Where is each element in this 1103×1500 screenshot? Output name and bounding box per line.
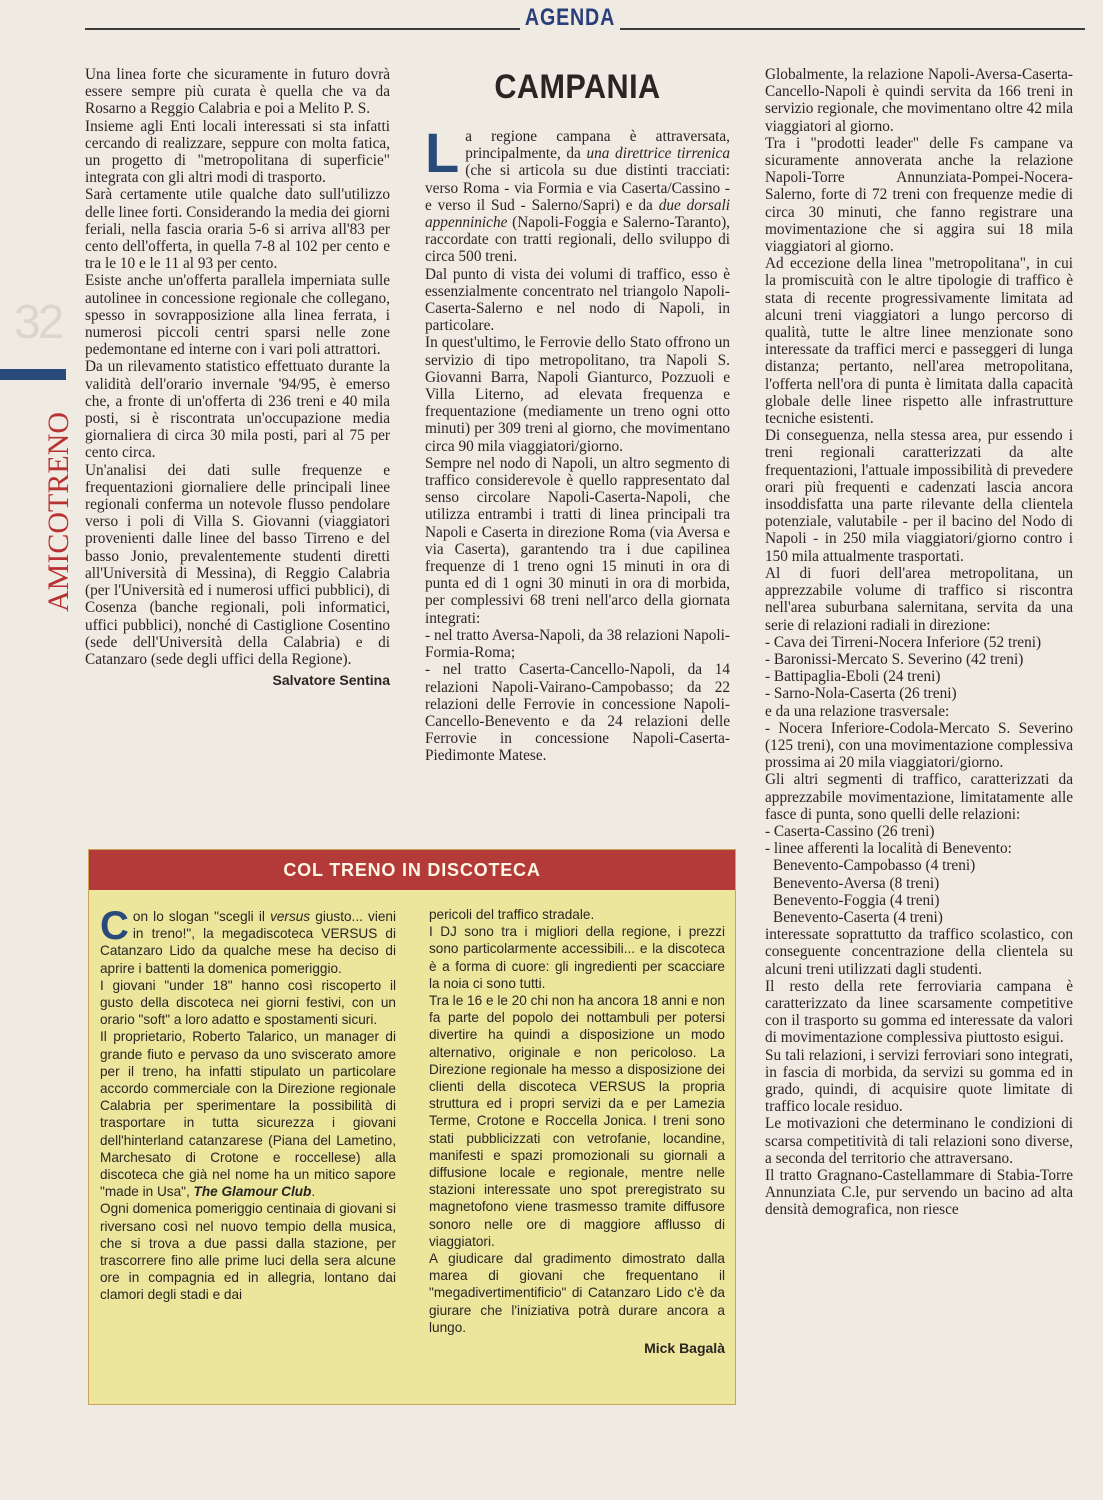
lead-italic: due dorsali appenniniche — [425, 196, 730, 232]
magazine-name: AMICOTRENO — [42, 412, 75, 612]
paragraph: interessate soprattutto da traffico scolastico, con conseguente concentrazione della clientela su alcuni treni utilizzati dagli studenti. — [765, 926, 1073, 978]
list-item: Benevento-Aversa (8 treni) — [773, 874, 940, 892]
list-item: - Battipaglia-Eboli (24 treni) — [765, 668, 941, 686]
list-item: Benevento-Caserta (4 treni) — [773, 908, 943, 926]
paragraph: I giovani "under 18" hanno così riscoperto il gusto della discoteca nei giorni festivi, con un orario "soft" a loro adatto e spostamenti sicuri. — [100, 977, 396, 1028]
paragraph: - nel tratto Caserta-Cancello-Napoli, da 14 relazioni Napoli-Vairano-Campobasso; da 22 relazioni delle Ferrovie in concessione Napoli-Cancello-Benevento e da 24 relazioni delle Ferrovie in concessione Napoli-Caserta-Piedimonte Matese. — [425, 661, 730, 765]
author-signature: Salvatore Sentina — [272, 672, 390, 689]
paragraph: Globalmente, la relazione Napoli-Aversa-Caserta-Cancello-Napoli è quindi servita da 166 treni in servizio regionale, che movimentano oltre 42 mila viaggiatori al giorno. — [765, 66, 1073, 135]
paragraph: Di conseguenza, nella stessa area, pur essendo i treni regionali caratterizzati da alte frequentazioni, l'attuale impossibilità di prevedere orari più frequenti e cadenzati lascia ancora insoddisfatta una parte rilevante della clientela potenziale, valutabile - per il bacino del Nodo di Napoli - in 250 mila viaggiatori/giorno contro i 150 mila attualmente trasportati. — [765, 427, 1073, 565]
list-item: Benevento-Foggia (4 treni) — [773, 891, 940, 909]
paragraph: Le motivazioni che determinano le condizioni di scarsa competitività di tali relazioni sono diverse, a seconda del territorio che attraversano. — [765, 1115, 1073, 1167]
list-item: - Caserta-Cassino (26 treni) — [765, 822, 935, 840]
dropcap: L — [425, 121, 460, 184]
paragraph — [100, 1028, 396, 1200]
section-label: AGENDA — [520, 4, 620, 32]
paragraph: pericoli del traffico stradale. — [429, 907, 595, 922]
paragraph: Tra i "prodotti leader" delle Fs campane va sicuramente annoverata anche la relazione Napoli-Torre Annunziata-Pompei-Nocera-Salerno, forte di 72 treni con frequenze medie di circa 30 minuti, che fanno registrare una movimentazione che si aggira sui 18 mila viaggiatori al giorno. — [765, 134, 1073, 256]
list-item: - Nocera Inferiore-Codola-Mercato S. Severino (125 treni), con una movimentazione complessiva prossima ai 20 mila viaggiatori/giorno. — [765, 719, 1073, 772]
paragraph: Una linea forte che sicuramente in futuro dovrà essere sempre più curata è quella che va da Rosarno a Reggio Calabria e poi a Melito P. S. — [85, 66, 390, 118]
box-left-column — [100, 904, 396, 1304]
sidebar-article-box — [88, 849, 736, 1405]
paragraph: Insieme agli Enti locali interessati si sta infatti cercando di realizzare, seppure con molta fatica, un progetto di "metropolitana di superficie" integrata con gli altri modi di trasporto. — [85, 117, 390, 187]
lead-italic: una direttrice tirrenica — [586, 145, 730, 163]
article-title: CAMPANIA — [494, 68, 661, 106]
paragraph: Un'analisi dei dati sulle frequenze e frequentazioni giornaliere delle principali linee regionali conferma un notevole flusso pendolare verso i poli di Villa S. Giovanni (viaggiatori provenienti dalle linee del basso Tirreno e del basso Jonio, prevalentemente studenti diretti all'Università di Messina), di Reggio Calabria (per l'Università ed i numerosi uffici pubblici), di Cosenza (banche regionali, poli informatici, uffici pubblici), nonché di Castiglione Cosentino (sede dell'Università della Calabria) e di Catanzaro (sede degli uffici della Regione). — [85, 461, 390, 668]
paragraph: Al di fuori dell'area metropolitana, un apprezzabile volume di traffico si riscontra nell'area suburbana salernitana, servita da una serie di relazioni radiali in direzione: — [765, 564, 1073, 634]
lead-italic: versus — [270, 909, 311, 924]
list-item: - Sarno-Nola-Caserta (26 treni) — [765, 685, 957, 703]
paragraph: I DJ sono tra i migliori della regione, i prezzi sono particolarmente accessibili... e la discoteca è a forma di cuore: gli ingredienti per scacciare la noia ci sono tutti. — [429, 924, 725, 991]
paragraph-text: . — [311, 1184, 316, 1200]
paragraph: e da una relazione trasversale: — [765, 702, 950, 720]
lead-paragraph — [100, 904, 396, 977]
lead-text: a regione campana è attraversata, principalmente, da — [465, 128, 730, 163]
paragraph: A giudicare dal gradimento dimostrato dalla marea di giovani che frequentano il "megadivertimentificio" di Catanzaro Lido c'è da giurare che l'iniziativa potrà durare ancora a lungo. — [429, 1251, 725, 1335]
middle-column — [425, 121, 730, 765]
page-number: 32 — [14, 296, 62, 349]
paragraph: Sempre nel nodo di Napoli, un altro segmento di traffico considerevole è quello rappresentato dal senso circolare Napoli-Caserta-Napoli, che utilizza entrambi i tratti di linea principali tra Napoli e Caserta in direzione Roma (via Aversa e via Caserta), garantendo tra i due capilinea frequenze di 1 treno ogni 15 minuti in ora di punta ed di 1 ogni 30 minuti in ora di morbida, per complessivi 68 treni nell'arco della giornata integrati: — [425, 454, 730, 627]
paragraph: - nel tratto Aversa-Napoli, da 38 relazioni Napoli-Formia-Roma; — [425, 626, 730, 662]
box-right-column — [429, 906, 725, 1357]
paragraph: Sarà certamente utile qualche dato sull'utilizzo delle linee forti. Considerando la media dei giorni feriali, nella fascia oraria 5-6 si arriva all'83 per cento dell'offerta, in quella 7-8 al 102 per cento e tra le 10 e le 11 al 93 per cento. — [85, 186, 390, 273]
lead-text: (Napoli-Foggia e Salerno-Taranto), raccordate con tratti regionali, dello sviluppo di circa 500 treni. — [425, 214, 730, 266]
lead-paragraph — [425, 121, 730, 266]
author-signature: Mick Bagalà — [644, 1340, 725, 1357]
paragraph: Tra le 16 e le 20 chi non ha ancora 18 anni e non fa parte del popolo dei nottambuli per potersi divertire ha quindi a disposizione un modo alternativo, originale e non pericoloso. La Direzione regionale ha messo a disposizione dei clienti della discoteca VERSUS la propria struttura ed i propri servizi da e per Lamezia Terme, Crotone e Roccella Jonica. I treni sono stati pubblicizzati con vetrofanie, locandine, manifesti e spazi promozionali su giornali a diffusione locale e regionale, mentre nelle stazioni interessate uno spot preregistrato su magnetofono viene trasmesso tramite diffusore sonoro nelle ore di maggiore afflusso di viaggiatori. — [429, 993, 725, 1249]
sidebar-accent-bar — [0, 369, 66, 380]
list-item: - Cava dei Tirreni-Nocera Inferiore (52 treni) — [765, 633, 1042, 651]
paragraph: Il resto della rete ferroviaria campana è caratterizzato da linee scarsamente competitive con il trasporto su gomma ed interessate da valori di movimentazione complessiva piuttosto esigui. — [765, 977, 1073, 1047]
list-item: - linee afferenti la località di Benevento: — [765, 840, 1012, 858]
lead-text: giusto... vieni in treno!", la megadiscoteca VERSUS di Catanzaro Lido da qualche mese ha deciso di aprire i battenti la domenica pomeriggio. — [100, 909, 396, 976]
paragraph: Dal punto di vista dei volumi di traffico, esso è essenzialmente concentrato nel triangolo Napoli-Caserta-Salerno e nel nodo di Napoli, in particolare. — [425, 265, 730, 335]
paragraph-text: Il proprietario, Roberto Talarico, un manager di grande fiuto e pervaso da uno sviscerato amore per il treno, ha infatti stipulato un particolare accordo commerciale con la Direzione regionale Calabria per sperimentare la possibilità di trasportare in tutta sicurezza i giovani dell'hinterland catanzarese (Piana del Lametino, Marchesato di Crotone e roccellese) alla discoteca che già nel nome ha un mitico sapore "made in Usa", — [100, 1029, 396, 1200]
box-title: COL TRENO IN DISCOTECA — [89, 850, 735, 890]
list-item: Benevento-Campobasso (4 treni) — [773, 857, 976, 875]
paragraph: Gli altri segmenti di traffico, caratterizzati da apprezzabile movimentazione, limitatamente alle fasce di punta, sono quelli delle relazioni: — [765, 771, 1073, 823]
paragraph: Ogni domenica pomeriggio centinaia di giovani si riversano così nel nuovo tempio della musica, che si trova a due passi dalla stazione, per trascorrere fino alle prime luci della sera alcune ore in compagnia ed in allegria, lontano dai clamori degli stadi e dai — [100, 1201, 396, 1303]
paragraph: Esiste anche un'offerta parallela imperniata sulle autolinee in concessione regionale che collegano, spesso in sovrapposizione alla linea ferrata, i numerosi piccoli centri sparsi nelle zone pedemontane ed interne con i vari poli attrattori. — [85, 272, 390, 359]
dropcap: C — [100, 904, 129, 948]
lead-text: on lo slogan "scegli il — [132, 909, 271, 924]
club-name: The Glamour Club — [193, 1184, 312, 1200]
paragraph: Su tali relazioni, i servizi ferroviari sono integrati, in fascia di morbida, da servizi su gomma ed in grado, quindi, di acquisire quote limitate di traffico locale residuo. — [765, 1046, 1073, 1116]
right-column — [765, 66, 1073, 1219]
left-column — [85, 66, 390, 689]
paragraph: Ad eccezione della linea "metropolitana", in cui la promiscuità con le altre tipologie di traffico è stata di recente progressivamente limitata ad alcuni treni viaggiatori a lungo percorso di qualità, tutte le altre linee menzionate sono interessate da traffici merci e passeggeri di lunga distanza; pertanto, nell'area metropolitana, l'offerta nell'ora di punta è limitata dalla capacità globale delle linee rispetto alle infrastrutture tecniche esistenti. — [765, 255, 1073, 428]
paragraph: Da un rilevamento statistico effettuato durante la validità dell'orario invernale '94/95, è emerso che, a fronte di un'offerta di 236 treni e 40 mila posti, si è riscontrata un'occupazione media giornaliera di circa 30 mila posti, pari al 75 per cento circa. — [85, 358, 390, 462]
list-item: - Baronissi-Mercato S. Severino (42 treni) — [765, 650, 1024, 668]
lead-text: (che si articola su due distinti tracciati: verso Roma - via Formia e via Caserta/Cassino - e verso il Sud - Salerno/Sapri) e da — [425, 162, 730, 214]
paragraph: In quest'ultimo, le Ferrovie dello Stato offrono un servizio di tipo metropolitano, tra Napoli S. Giovanni Barra, Napoli Gianturco, Pozzuoli e Villa Literno, ad elevata frequenza e frequentazione (mediamente un treno ogni otto minuti) per 309 treni al giorno, che movimentano circa 90 mila viaggiatori/giorno. — [425, 334, 730, 455]
paragraph: Il tratto Gragnano-Castellammare di Stabia-Torre Annunziata C.le, pur servendo un bacino ad alta densità demografica, non riesce — [765, 1167, 1073, 1219]
